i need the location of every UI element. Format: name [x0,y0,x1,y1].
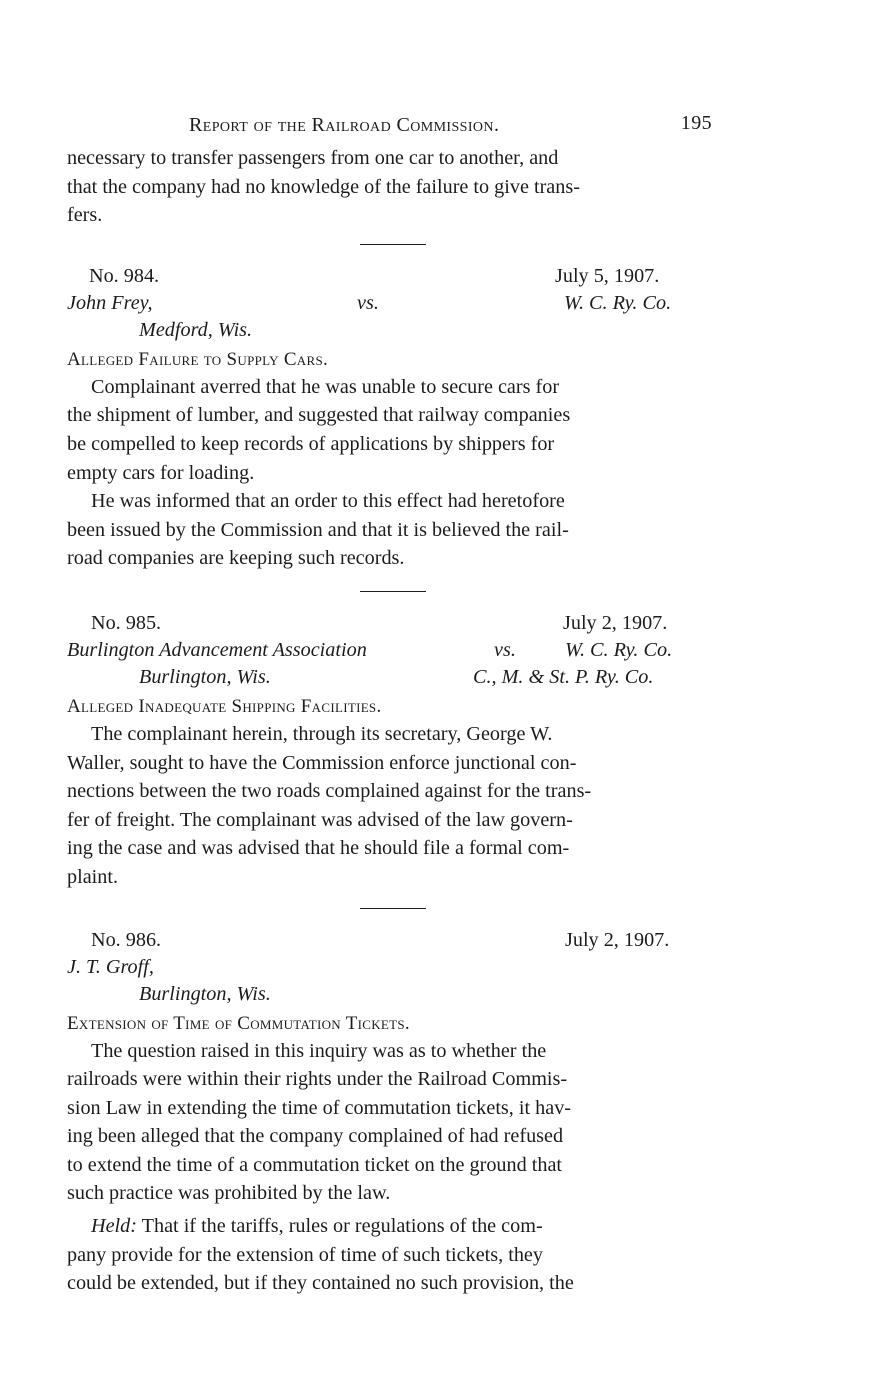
case-heading: Alleged Inadequate Shipping Facilities. [67,695,382,717]
running-head [67,108,718,144]
intro-paragraph [67,144,718,230]
case-date: July 5, 1907. [555,264,660,287]
parties-row [67,956,718,983]
case-paragraph [67,487,718,573]
complainant: John Frey, [67,291,153,314]
case-986 [67,929,718,1298]
location-row [67,983,718,1010]
case-date: July 2, 1907. [565,928,670,951]
complainant: Burlington Advancement Association [67,638,367,661]
case-number-row [67,929,718,956]
text-line: could be extended, but if they contained no such provision, the [67,1272,574,1295]
text-line: that the company had no knowledge of the failure to give trans- [67,175,580,198]
text-line: plaint. [67,865,119,888]
case-paragraph [67,1037,718,1209]
case-date: July 2, 1907. [563,611,668,634]
case-number: No. 984. [89,264,160,287]
complainant-location: Burlington, Wis. [139,665,271,688]
respondent: C., M. & St. P. Ry. Co. [473,665,654,688]
case-number: No. 985. [91,611,162,634]
parties-row [67,292,718,319]
case-984 [67,265,718,573]
respondent: W. C. Ry. Co. [565,638,673,661]
text-line: The complainant herein, through its secretary, George W. [91,722,553,745]
text-line: pany provide for the extension of time of such tickets, they [67,1243,543,1266]
case-number: No. 986. [91,928,162,951]
text-line: The question raised in this inquiry was as to whether the [91,1039,547,1062]
parties-row [67,639,718,666]
location-row [67,666,718,693]
case-heading: Alleged Failure to Supply Cars. [67,348,329,370]
held-paragraph [67,1212,718,1298]
text-line: fer of freight. The complainant was advised of the law govern- [67,808,573,831]
text-line: the shipment of lumber, and suggested that railway companies [67,404,571,427]
section-divider [360,908,426,909]
text-line: empty cars for loading. [67,461,255,484]
complainant: J. T. Groff, [67,955,154,978]
complainant-location: Burlington, Wis. [139,982,271,1005]
text-line: fers. [67,204,103,227]
case-paragraph [67,373,718,487]
text-line: railroads were within their rights under the Railroad Commis- [67,1068,568,1091]
text-line: road companies are keeping such records. [67,547,405,570]
text-line: such practice was prohibited by the law. [67,1182,391,1205]
complainant-location: Medford, Wis. [139,318,253,341]
held-label: Held: [91,1215,137,1238]
text-line: ing the case and was advised that he should file a formal com- [67,837,570,860]
text-line: ing been alleged that the company complained of had refused [67,1125,564,1148]
text-line: necessary to transfer passengers from one car to another, and [67,147,559,169]
running-head-title: Report of the Railroad Commission. [189,114,500,136]
text-line: nections between the two roads complained against for the trans- [67,780,592,803]
text-line: sion Law in extending the time of commutation tickets, it hav- [67,1096,572,1119]
case-number-row [67,265,718,292]
text-line: been issued by the Commission and that it is believed the rail- [67,518,569,541]
case-paragraph [67,720,718,892]
text-line: Complainant averred that he was unable to secure cars for [91,375,560,398]
case-heading: Extension of Time of Commutation Tickets. [67,1012,410,1034]
text-line: be compelled to keep records of applications by shippers for [67,432,555,455]
text-line: Waller, sought to have the Commission enforce junctional con- [67,751,577,774]
text-line: to extend the time of a commutation ticket on the ground that [67,1153,563,1176]
case-number-row [67,612,718,639]
text-line: He was informed that an order to this effect had heretofore [91,490,565,513]
text-line: That if the tariffs, rules or regulations of the com- [136,1215,543,1238]
versus: vs. [357,291,379,314]
versus: vs. [494,638,516,661]
page [67,108,718,1298]
location-row [67,319,718,346]
section-divider [360,244,426,245]
section-divider [360,591,426,592]
respondent: W. C. Ry. Co. [564,291,672,314]
page-number: 195 [680,112,712,134]
case-985 [67,612,718,892]
